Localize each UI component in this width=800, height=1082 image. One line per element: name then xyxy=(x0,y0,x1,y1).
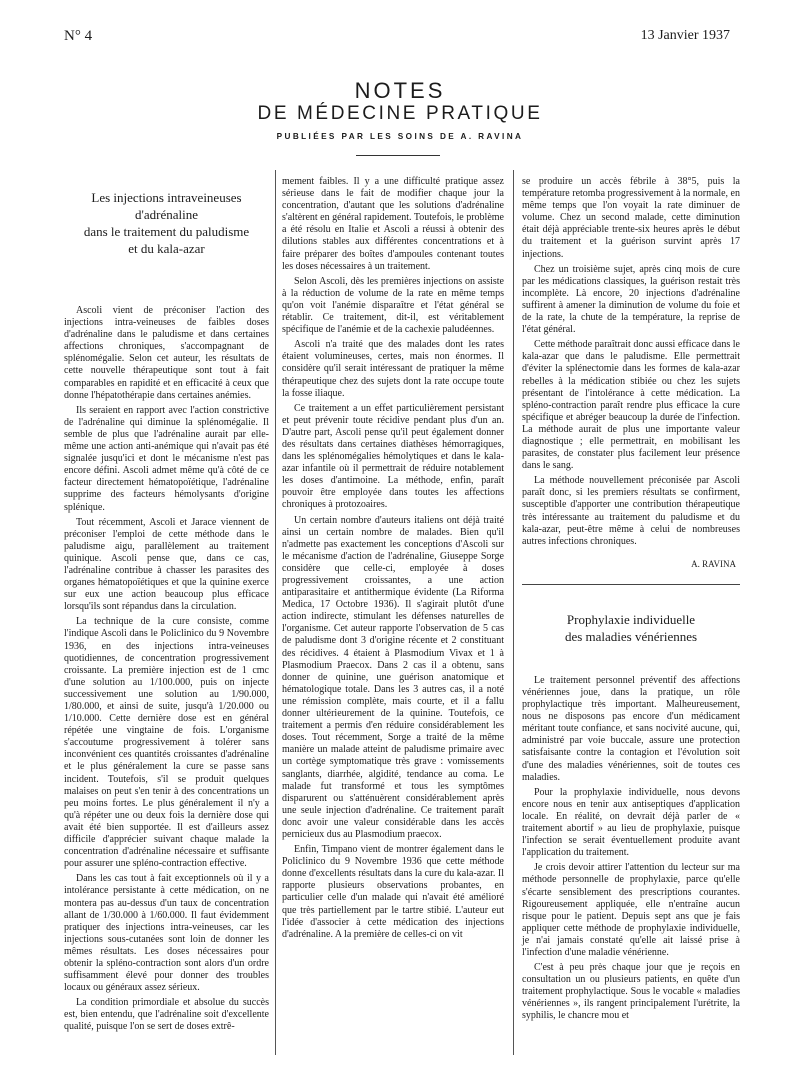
article-1-paragraph: Ce traitement a un effet particulièrement persistant et peut prévenir toute récidive pendant plus d'un an. D'autre part, Ascoli pense qu'il peut également donner des résultats dans certaines diathèses hémorragiques, dans les splénomégalies hémolytiques et dans le kala-azar infantile où il permettrait de réduire notablement les doses d'antimoine. La méthode, enfin, paraît pouvoir être employée dans toutes les affections chroniques à protozoaires. xyxy=(282,402,504,511)
article-1-paragraph: Selon Ascoli, dès les premières injections on assiste à la réduction de volume de la rate en même temps qu'on voit l'anémie disparaître et l'état général se rétablir. Ce traitement, dit-il, est véritablement spécifique de l'anémie et de la cachexie paludéennes. xyxy=(282,275,504,336)
article-2-title-line: des maladies vénériennes xyxy=(564,628,698,644)
article-1-paragraph: mement faibles. Il y a une difficulté pratique assez sérieuse dans le fait de modifier chaque jour la concentration, d'autant que les solutions d'adrénaline s'altèrent en général rapidement. Toutefois, le problème a été résolu en Italie et Ascoli a réussi à obtenir des dilutions stables aux différentes concentrations et à faire préparer des boîtes d'ampoules contenant toutes les doses nécessaires à un traitement. xyxy=(282,176,504,272)
column-1 xyxy=(64,175,269,1037)
article-1-paragraph: La condition primordiale et absolue du succès est, bien entendu, que l'adrénaline soit d'excellente qualité, puisque l'on se sert de doses extrê- xyxy=(64,997,269,1033)
article-1-title-line: et du kala-azar xyxy=(128,241,205,256)
article-1-paragraph: Ascoli vient de préconiser l'action des injections intra-veineuses de faibles doses d'adrénaline dans le paludisme et dans certaines affections chroniques, s'accompagnant de splénomégalie. Selon cet auteur, les résultats de cette nouvelle thérapeutique sont tout à fait comparables en rapidité et en efficacité à ceux que donne l'hépatothérapie dans certaines anémies. xyxy=(64,305,269,401)
masthead-title-line2: DE MÉDECINE PRATIQUE xyxy=(257,103,543,124)
article-1-paragraph: Un certain nombre d'auteurs italiens ont déjà traité ainsi un certain nombre de malades. Bien qu'il n'admette pas exactement les conceptions d'Ascoli sur le mécanisme d'action de l'adrénaline, Giuseppe Sorge considère que celle-ci, employée à doses progressivement croissantes, a une action antiparasitaire et antithermique évidente (La Riforma Medica, 17 Octobre 1936). Il s'agirait plutôt d'une action indirecte, stimulant les défenses naturelles de l'organisme. Cet auteur rapporte l'observation de 5 cas de paludisme dont 3 d'origine récente et 2 constituant des récidives. 4 étaient à Plasmodium Vivax et 1 à Plasmodium Praecox. Dans 2 cas il a obtenu, sans donner de quinine, une guérison anatomique et hématologique totale. Dans les 3 autres cas, il a noté une rémission complète, mais courte, et il a fallu donner ultérieurement de la quinine. Toutefois, ce traitement a permis d'en réduire considérablement les doses. Tout récemment, Sorge a traité de la même manière un malade atteint de paludisme primaire avec un cortège symptomatique très grave : vomissements sanglants, diarrhée, algidité, tendance au coma. Le malade fut transformé et tous les symptômes disparurent ou s'atténuèrent considérablement après une seule injection d'adrénaline. Ce traitement paraît donc avoir une valeur considérable dans les accès pernicieux dus au Plasmodium praecox. xyxy=(282,514,504,840)
article-1-title xyxy=(64,189,269,257)
article-1-paragraph: Chez un troisième sujet, après cinq mois de cure par les médications classiques, la guérison restait très incomplète. Là encore, 20 injections d'adrénaline suffirent à amener la diminution de volume du foie et de la rate, la chute de la température, la reprise de l'état général. xyxy=(522,263,740,336)
article-1-paragraph: La méthode nouvellement préconisée par Ascoli paraît donc, si les premiers résultats se confirment, susceptible d'apporter une contribution thérapeutique très intéressante au traitement du paludisme et du kala-azar, peut-être même à celui de nombreuses autres infections chroniques. xyxy=(522,475,740,547)
issue-date: 13 Janvier 1937 xyxy=(640,28,730,43)
article-1-paragraph: La technique de la cure consiste, comme l'indique Ascoli dans le Policlinico du 9 Novembre 1936, en des injections intra-veineuses quotidiennes, de concentration progressivement croissante. La première injection est de 1 cmc d'une solution au 1/100.000, puis on injecte successivement une solution au 1/90.000, 1/80.000, et ainsi de suite, jusqu'à 1/20.000 ou 1/10.000. Cette dernière dose est en général répétée une vingtaine de fois. L'organisme s'accoutume progressivement à tolérer sans inconvénient ces quantités croissantes d'adrénaline et le plus généralement la cure se passe sans incident. Toutefois, s'il se produit quelques malaises on peut s'en tenir à des concentrations un peu moins fortes. Le plus généralement il n'y a qu'à répéter une ou deux fois la dernière dose qui avait été bien supportée. Il est d'ailleurs assez difficile d'apprécier suivant chaque malade la concentration d'adrénaline nécessaire et suffisante pour assurer une spléno-contraction effective. xyxy=(64,616,269,870)
column-divider xyxy=(513,170,514,1055)
masthead-title-line1: NOTES xyxy=(354,78,446,103)
article-1-signature: A. RAVINA xyxy=(691,558,736,569)
article-1-title-line: d'adrénaline xyxy=(135,207,198,222)
issue-number: N° 4 xyxy=(64,28,93,44)
column-3 xyxy=(522,176,740,1026)
article-2-title-line: Prophylaxie individuelle xyxy=(566,611,696,627)
article-2-paragraph: Pour la prophylaxie individuelle, nous devons encore nous en tenir aux antiseptiques d'application locale. En réalité, on devrait déjà parler de « traitement abortif » au lieu de prophylaxie, puisque l'infection se serait éventuellement produite avant l'application du traitement. xyxy=(522,786,740,859)
article-1-paragraph: Ils seraient en rapport avec l'action constrictive de l'adrénaline qui diminue la splénomégalie. Il semble de plus que l'adrénaline aurait par elle-même une action anti-anémique qui n'avait pas été signalée jusqu'ici et dont le mécanisme n'est pas encore défini. Ascoli admet même qu'à côté de ce facteur directement hématopoïétique, l'adrénaline supprime des facteurs hémolysants d'origine splénique. xyxy=(64,404,269,513)
column-2 xyxy=(282,176,504,944)
article-1-paragraph: Cette méthode paraîtrait donc aussi efficace dans le kala-azar que dans le paludisme. Elle permettrait d'éviter la splénectomie dans les formes de kala-azar rebelles à la médication stibiée ou chez les sujets présentant de l'intolérance à cette médication. La spléno-contraction paraît rendre plus efficace la cure spécifique et abréger beaucoup la durée de l'infection. La méthode aurait de plus une importante valeur diagnostique ; elle permettrait, en mobilisant les parasites, de constater plus facilement leur présence dans le sang. xyxy=(522,339,740,472)
masthead-rule xyxy=(356,155,440,156)
article-1-paragraph: Enfin, Timpano vient de montrer également dans le Policlinico du 9 Novembre 1936 que cette méthode donne d'excellents résultats dans la cure du kala-azar. Il rapporte plusieurs observations probantes, en particulier celle d'un malade qui n'avait été amélioré que très partiellement par le tartre stibié. L'auteur eut l'idée d'associer à cette médication des injections d'adrénaline. A la première de celles-ci on vit xyxy=(282,844,504,940)
article-2-title xyxy=(522,611,740,645)
article-1-paragraph: Dans les cas tout à fait exceptionnels où il y a intolérance persistante à cette médication, on ne montera pas au-dessus d'un taux de concentration allant de 1/30.000 à 1/60.000. Il faut évidemment pratiquer des injections intra-veineuses, car les injections sous-cutanées sont loin de donner les mêmes résultats. Les doses nécessaires pour obtenir la spléno-contraction sont alors d'un ordre suffisamment élevé pour donner des troubles locaux ou généraux assez sérieux. xyxy=(64,873,269,994)
article-1-title-line: dans le traitement du paludisme xyxy=(83,224,250,239)
article-1-paragraph: se produire un accès fébrile à 38°5, puis la température retomba progressivement à la normale, en même temps que l'on voyait la rate diminuer de volume. Chez un second malade, cette diminution était déjà appréciable trente-six heures après le début du traitement et la guérison survint après 17 injections. xyxy=(522,176,740,260)
article-2-paragraph: C'est à peu près chaque jour que je reçois en consultation un ou plusieurs patients, en quête d'un traitement prophylactique. Sous le vocable « maladies vénériennes », ils rangent principalement l'urétrite, la syphilis, le chancre mou et xyxy=(522,962,740,1022)
article-1-paragraph: Tout récemment, Ascoli et Jarace viennent de préconiser l'emploi de cette méthode dans le paludisme aigu, parallèlement au traitement quinique. Ascoli pense que, dans ce cas, l'adrénaline contribue à chasser les parasites des organes hématopoïétiques et que la quinine exerce sur eux une action beaucoup plus efficace lorsqu'ils sont répandus dans la circulation. xyxy=(64,516,269,613)
article-2-paragraph: Le traitement personnel préventif des affections vénériennes joue, dans la pratique, un rôle prophylactique très important. Malheureusement, nous ne disposons pas encore d'un médicament méritant toute confiance, et sans nocivité aucune, qui, administré par voie buccale, assure une protection satisfaisante contre la contagion et l'évolution soit d'une des maladies vénériennes, soit de toutes ces maladies. xyxy=(522,674,740,783)
article-separator xyxy=(522,584,740,585)
column-divider xyxy=(275,170,276,1055)
masthead-subtitle: PUBLIÉES PAR LES SOINS DE A. RAVINA xyxy=(276,132,524,141)
article-1-title-line: Les injections intraveineuses xyxy=(91,190,242,205)
article-2-paragraph: Je crois devoir attirer l'attention du lecteur sur ma méthode personnelle de prophylaxie, parce qu'elle s'écarte sensiblement des prescriptions courantes. Rigoureusement appliquée, elle n'entraîne aucun risque pour le patient. Depuis sept ans que je fais appliquer cette méthode de prophylaxie individuelle, je n'ai jamais constaté qu'elle ait laissé prise à l'infection d'une maladie vénérienne. xyxy=(522,862,740,958)
article-1-paragraph: Ascoli n'a traité que des malades dont les rates étaient volumineuses, certes, mais non énormes. Il considère qu'il serait intéressant de pratiquer la même thérapeutique chez des sujets dont la rate occupe toute la fosse iliaque. xyxy=(282,339,504,399)
